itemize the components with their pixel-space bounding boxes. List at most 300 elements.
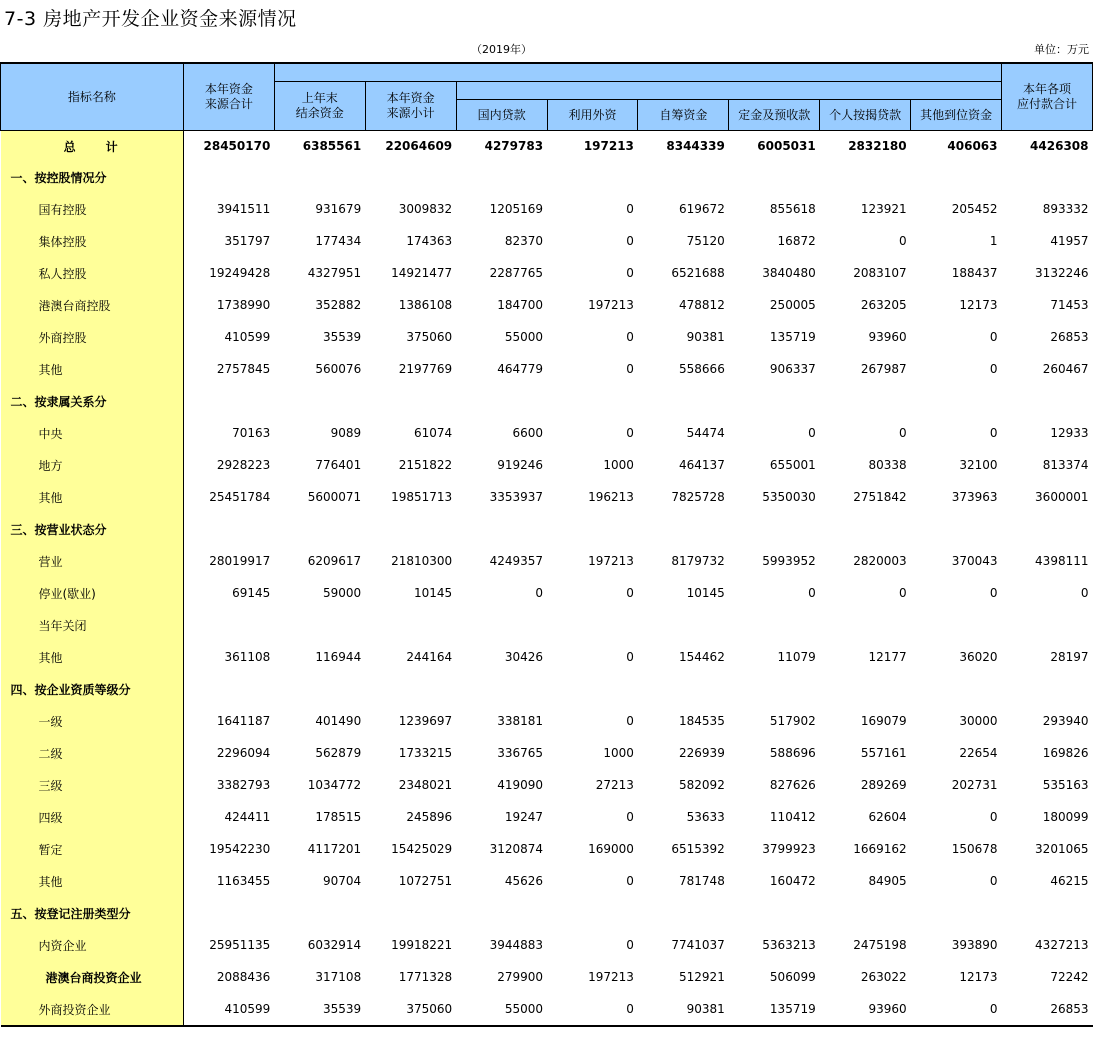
table-cell: 6600 <box>512 426 544 440</box>
table-cell: 1386108 <box>398 298 453 312</box>
table-cell: 557161 <box>860 746 907 760</box>
table-cell: 588696 <box>769 746 816 760</box>
table-cell: 174363 <box>406 234 453 248</box>
table-cell: 6005031 <box>757 139 816 153</box>
table-cell: 0 <box>989 362 998 376</box>
table-cell: 188437 <box>951 266 998 280</box>
table-cell: 0 <box>626 650 634 664</box>
table-cell <box>820 161 911 193</box>
table-cell: 19249428 <box>209 266 271 280</box>
table-cell: 558666 <box>679 362 725 376</box>
row-label: 其他 <box>1 641 184 673</box>
table-cell: 7741037 <box>671 938 725 952</box>
row-label: 营业 <box>1 545 184 577</box>
table-cell <box>638 385 729 417</box>
table-cell <box>456 161 547 193</box>
row-label: 停业(歇业) <box>1 577 184 609</box>
table-cell: 361108 <box>224 650 271 664</box>
table-cell: 3201065 <box>1035 842 1089 856</box>
table-row <box>1 257 1093 289</box>
header-other-funds: 其他到位资金 <box>911 100 1002 131</box>
table-cell: 202731 <box>951 778 998 792</box>
table-cell: 54474 <box>686 426 725 440</box>
table-cell: 562879 <box>315 746 362 760</box>
table-cell: 2151822 <box>398 458 453 472</box>
table-cell: 619672 <box>679 202 725 216</box>
table-cell <box>365 609 456 641</box>
table-cell <box>547 609 638 641</box>
table-cell: 5350030 <box>762 490 816 504</box>
table-cell: 1738990 <box>216 298 271 312</box>
table-cell: 205452 <box>951 202 998 216</box>
table-cell: 2296094 <box>216 746 271 760</box>
table-cell: 0 <box>808 586 816 600</box>
year-label: （2019年） <box>471 43 532 56</box>
table-cell: 0 <box>626 362 634 376</box>
table-cell: 30000 <box>959 714 998 728</box>
table-cell <box>638 609 729 641</box>
table-cell: 4249357 <box>489 554 544 568</box>
table-row <box>1 801 1093 833</box>
row-label: 四、按企业资质等级分 <box>1 673 184 705</box>
row-label: 私人控股 <box>1 257 184 289</box>
header-foreign: 利用外资 <box>547 100 638 131</box>
table-cell: 226939 <box>679 746 725 760</box>
table-row <box>1 161 1093 193</box>
table-cell: 1205169 <box>489 202 544 216</box>
table-cell: 2287765 <box>489 266 544 280</box>
table-cell <box>911 609 1002 641</box>
table-cell: 267987 <box>860 362 907 376</box>
table-cell: 2348021 <box>398 778 453 792</box>
table-cell <box>1002 609 1093 641</box>
table-cell: 0 <box>1080 586 1089 600</box>
table-cell <box>820 513 911 545</box>
table-row <box>1 609 1093 641</box>
table-cell: 180099 <box>1042 810 1089 824</box>
header-sub-gap <box>456 82 1001 100</box>
table-cell: 12173 <box>959 970 998 984</box>
table-row <box>1 897 1093 929</box>
row-label: 当年关闭 <box>1 609 184 641</box>
table-cell <box>274 673 365 705</box>
table-cell: 478812 <box>679 298 725 312</box>
header-domestic-loans: 国内贷款 <box>456 100 547 131</box>
table-cell: 3941511 <box>216 202 271 216</box>
table-cell <box>729 513 820 545</box>
row-label: 一级 <box>1 705 184 737</box>
header-total-funds: 本年资金 来源合计 <box>183 63 274 131</box>
table-row <box>1 385 1093 417</box>
table-cell: 0 <box>626 234 634 248</box>
table-cell <box>456 609 547 641</box>
table-row <box>1 481 1093 513</box>
table-cell: 0 <box>626 874 634 888</box>
table-cell: 410599 <box>183 993 274 1026</box>
table-cell: 517902 <box>769 714 816 728</box>
table-cell: 71453 <box>1050 298 1089 312</box>
table-cell: 25951135 <box>209 938 271 952</box>
table-cell: 9089 <box>330 426 362 440</box>
table-cell <box>1002 513 1093 545</box>
table-cell: 0 <box>626 426 634 440</box>
table-cell: 263205 <box>860 298 907 312</box>
table-cell: 5600071 <box>307 490 362 504</box>
table-cell: 28019917 <box>209 554 271 568</box>
table-cell: 424411 <box>224 810 271 824</box>
table-row <box>1 705 1093 737</box>
table-cell: 0 <box>989 810 998 824</box>
table-cell <box>456 673 547 705</box>
table-cell <box>183 385 274 417</box>
table-cell: 123921 <box>860 202 907 216</box>
unit-label: 单位：万元 <box>1034 43 1089 56</box>
row-label: 其他 <box>1 865 184 897</box>
table-cell: 4279783 <box>484 139 544 153</box>
table-cell: 338181 <box>497 714 544 728</box>
table-cell: 5993952 <box>762 554 816 568</box>
table-row <box>1 289 1093 321</box>
table-cell: 197213 <box>588 970 634 984</box>
table-cell: 1072751 <box>398 874 453 888</box>
table-cell: 1000 <box>603 458 634 472</box>
table-cell: 21810300 <box>391 554 453 568</box>
table-cell: 75120 <box>686 234 725 248</box>
table-cell: 317108 <box>315 970 362 984</box>
table-cell <box>183 897 274 929</box>
table-cell: 512921 <box>679 970 725 984</box>
table-cell: 370043 <box>951 554 998 568</box>
table-cell: 401490 <box>315 714 362 728</box>
table-cell: 3600001 <box>1035 490 1089 504</box>
table-cell <box>547 385 638 417</box>
table-cell: 351797 <box>224 234 271 248</box>
table-cell <box>547 897 638 929</box>
table-cell <box>547 513 638 545</box>
table-body <box>1 131 1093 1027</box>
table-cell <box>638 897 729 929</box>
table-cell: 19542230 <box>209 842 271 856</box>
table-cell: 0 <box>535 586 544 600</box>
table-cell <box>820 673 911 705</box>
table-cell: 1163455 <box>216 874 271 888</box>
table-cell: 62604 <box>868 810 907 824</box>
table-row <box>1 131 1093 162</box>
table-cell: 373963 <box>951 490 998 504</box>
table-cell: 2197769 <box>398 362 453 376</box>
table-cell <box>456 385 547 417</box>
table-cell: 184535 <box>679 714 725 728</box>
header-self-raised: 自筹资金 <box>638 100 729 131</box>
table-cell: 289269 <box>860 778 907 792</box>
table-cell: 3120874 <box>489 842 544 856</box>
table-cell: 0 <box>626 202 634 216</box>
table-cell: 464779 <box>497 362 544 376</box>
table-cell: 893332 <box>1042 202 1089 216</box>
table-cell <box>911 161 1002 193</box>
table-cell: 3353937 <box>489 490 544 504</box>
table-cell: 197213 <box>588 554 634 568</box>
table-cell: 263022 <box>860 970 907 984</box>
table-cell: 3944883 <box>489 938 544 952</box>
table-cell: 59000 <box>323 586 362 600</box>
table-cell: 93960 <box>820 993 911 1026</box>
row-label: 四级 <box>1 801 184 833</box>
table-cell: 90381 <box>638 993 729 1026</box>
table-cell <box>547 673 638 705</box>
table-cell: 28197 <box>1050 650 1089 664</box>
row-label: 五、按登记注册类型分 <box>1 897 184 929</box>
table-cell: 0 <box>626 330 634 344</box>
table-cell: 4117201 <box>307 842 362 856</box>
table-cell: 169000 <box>588 842 634 856</box>
table-cell: 15425029 <box>391 842 453 856</box>
table-cell: 375060 <box>406 330 453 344</box>
header-carryover: 上年末 结余资金 <box>274 82 365 131</box>
table-cell <box>183 161 274 193</box>
table-cell: 393890 <box>951 938 998 952</box>
table-cell <box>365 161 456 193</box>
table-cell: 2820003 <box>853 554 907 568</box>
table-cell: 919246 <box>497 458 544 472</box>
header-subtotal: 本年资金 来源小计 <box>365 82 456 131</box>
table-cell: 260467 <box>1042 362 1089 376</box>
row-label: 外商投资企业 <box>1 993 184 1026</box>
row-label: 总 计 <box>1 131 184 162</box>
table-cell: 12933 <box>1050 426 1089 440</box>
table-cell: 0 <box>989 874 998 888</box>
table-cell: 22654 <box>959 746 998 760</box>
table-cell: 35539 <box>274 993 365 1026</box>
table-cell: 0 <box>899 426 907 440</box>
table-cell: 906337 <box>769 362 816 376</box>
table-cell: 655001 <box>769 458 816 472</box>
table-cell <box>820 385 911 417</box>
table-cell <box>365 385 456 417</box>
table-cell: 0 <box>989 586 998 600</box>
table-cell: 560076 <box>315 362 362 376</box>
table-cell: 2088436 <box>216 970 271 984</box>
table-cell: 406063 <box>947 139 998 153</box>
table-cell: 336765 <box>497 746 544 760</box>
table-cell: 2757845 <box>216 362 271 376</box>
table-cell: 8344339 <box>666 139 725 153</box>
row-label: 内资企业 <box>1 929 184 961</box>
row-label: 港澳台商控股 <box>1 289 184 321</box>
table-row <box>1 225 1093 257</box>
table-cell: 813374 <box>1042 458 1089 472</box>
table-cell <box>456 513 547 545</box>
table-cell: 16872 <box>777 234 816 248</box>
table-cell: 4327213 <box>1035 938 1089 952</box>
table-cell: 464137 <box>679 458 725 472</box>
table-row <box>1 833 1093 865</box>
table-cell: 1771328 <box>398 970 453 984</box>
table-cell: 1641187 <box>216 714 271 728</box>
table-cell: 2832180 <box>848 139 907 153</box>
table-cell <box>183 513 274 545</box>
table-cell <box>729 673 820 705</box>
table-cell: 53633 <box>686 810 725 824</box>
table-cell: 27213 <box>595 778 634 792</box>
table-cell <box>183 673 274 705</box>
table-cell: 827626 <box>769 778 816 792</box>
table-cell <box>911 385 1002 417</box>
row-label: 三级 <box>1 769 184 801</box>
table-cell: 506099 <box>769 970 816 984</box>
table-row <box>1 993 1093 1026</box>
row-label: 其他 <box>1 481 184 513</box>
table-cell: 6515392 <box>671 842 725 856</box>
table-cell <box>820 609 911 641</box>
table-cell: 72242 <box>1050 970 1089 984</box>
table-cell: 196213 <box>588 490 634 504</box>
table-cell: 7825728 <box>671 490 725 504</box>
table-cell: 150678 <box>951 842 998 856</box>
table-cell: 2475198 <box>853 938 907 952</box>
funding-source-table <box>0 62 1093 1027</box>
table-cell: 279900 <box>497 970 544 984</box>
table-cell: 22064609 <box>385 139 453 153</box>
table-cell: 61074 <box>413 426 453 440</box>
table-cell <box>1002 385 1093 417</box>
row-label: 中央 <box>1 417 184 449</box>
table-cell: 4327951 <box>307 266 362 280</box>
table-cell: 6209617 <box>307 554 362 568</box>
table-cell: 0 <box>626 938 634 952</box>
table-cell <box>1002 897 1093 929</box>
table-cell: 110412 <box>769 810 816 824</box>
table-cell: 116944 <box>315 650 362 664</box>
table-cell: 80338 <box>868 458 907 472</box>
table-row <box>1 769 1093 801</box>
table-cell: 84905 <box>868 874 907 888</box>
table-cell: 1 <box>989 234 998 248</box>
table-cell: 19247 <box>504 810 544 824</box>
table-cell: 6032914 <box>307 938 362 952</box>
table-cell: 244164 <box>406 650 453 664</box>
table-cell: 293940 <box>1042 714 1089 728</box>
table-row <box>1 417 1093 449</box>
row-label: 暂定 <box>1 833 184 865</box>
table-cell: 0 <box>989 330 998 344</box>
table-cell: 169079 <box>860 714 907 728</box>
table-cell: 11079 <box>777 650 816 664</box>
table-cell: 250005 <box>769 298 816 312</box>
table-cell: 2928223 <box>216 458 271 472</box>
table-cell <box>729 161 820 193</box>
table-cell: 35539 <box>323 330 362 344</box>
table-cell: 781748 <box>679 874 725 888</box>
table-cell <box>911 897 1002 929</box>
table-cell: 36020 <box>959 650 998 664</box>
table-cell: 3840480 <box>762 266 816 280</box>
table-cell <box>729 897 820 929</box>
table-row <box>1 641 1093 673</box>
table-cell <box>638 513 729 545</box>
table-cell <box>911 673 1002 705</box>
table-cell: 26853 <box>1002 993 1093 1026</box>
table-cell: 1669162 <box>853 842 907 856</box>
table-cell <box>274 161 365 193</box>
table-row <box>1 929 1093 961</box>
table-cell <box>1002 161 1093 193</box>
table-cell: 4398111 <box>1035 554 1089 568</box>
table-cell: 855618 <box>769 202 816 216</box>
table-cell: 28450170 <box>203 139 271 153</box>
table-cell: 135719 <box>769 330 816 344</box>
table-cell <box>274 513 365 545</box>
table-cell: 14921477 <box>391 266 453 280</box>
table-row <box>1 737 1093 769</box>
table-cell: 41957 <box>1050 234 1089 248</box>
row-label: 二、按隶属关系分 <box>1 385 184 417</box>
table-cell: 154462 <box>679 650 725 664</box>
table-cell: 10145 <box>413 586 453 600</box>
table-cell: 90381 <box>686 330 725 344</box>
table-cell: 3382793 <box>216 778 271 792</box>
row-label: 外商控股 <box>1 321 184 353</box>
table-cell: 419090 <box>497 778 544 792</box>
header-mortgage: 个人按揭贷款 <box>820 100 911 131</box>
row-label: 三、按营业状态分 <box>1 513 184 545</box>
table-row <box>1 545 1093 577</box>
table-cell: 1239697 <box>398 714 453 728</box>
table-cell: 93960 <box>868 330 907 344</box>
table-cell: 2751842 <box>853 490 907 504</box>
table-cell <box>365 513 456 545</box>
table-cell <box>729 385 820 417</box>
table-cell: 26853 <box>1050 330 1089 344</box>
table-cell <box>274 897 365 929</box>
page-title: 7-3 房地产开发企业资金来源情况 <box>4 8 297 30</box>
table-cell: 0 <box>626 714 634 728</box>
table-cell: 160472 <box>769 874 816 888</box>
table-cell: 5363213 <box>762 938 816 952</box>
table-cell: 0 <box>989 426 998 440</box>
header-payables: 本年各项 应付款合计 <box>1002 63 1093 131</box>
table-cell <box>1002 673 1093 705</box>
table-cell: 32100 <box>959 458 998 472</box>
table-cell <box>365 673 456 705</box>
table-cell: 3132246 <box>1035 266 1089 280</box>
table-cell: 0 <box>899 586 907 600</box>
table-cell: 0 <box>626 586 634 600</box>
row-label: 地方 <box>1 449 184 481</box>
table-cell: 1733215 <box>398 746 453 760</box>
table-cell: 6521688 <box>671 266 725 280</box>
table-cell: 82370 <box>504 234 544 248</box>
table-row <box>1 321 1093 353</box>
table-cell <box>456 897 547 929</box>
table-cell: 0 <box>626 810 634 824</box>
table-cell: 197213 <box>583 139 634 153</box>
table-cell: 352882 <box>315 298 362 312</box>
table-cell: 19918221 <box>391 938 453 952</box>
table-cell: 1034772 <box>307 778 362 792</box>
table-row <box>1 961 1093 993</box>
table-cell: 0 <box>547 993 638 1026</box>
header-deposits: 定金及预收款 <box>729 100 820 131</box>
table-cell: 0 <box>911 993 1002 1026</box>
table-cell <box>638 161 729 193</box>
row-label: 集体控股 <box>1 225 184 257</box>
table-cell: 6385561 <box>302 139 362 153</box>
header-gap <box>274 63 1001 82</box>
table-cell: 178515 <box>315 810 362 824</box>
table-cell: 12173 <box>959 298 998 312</box>
table-cell: 375060 <box>365 993 456 1026</box>
